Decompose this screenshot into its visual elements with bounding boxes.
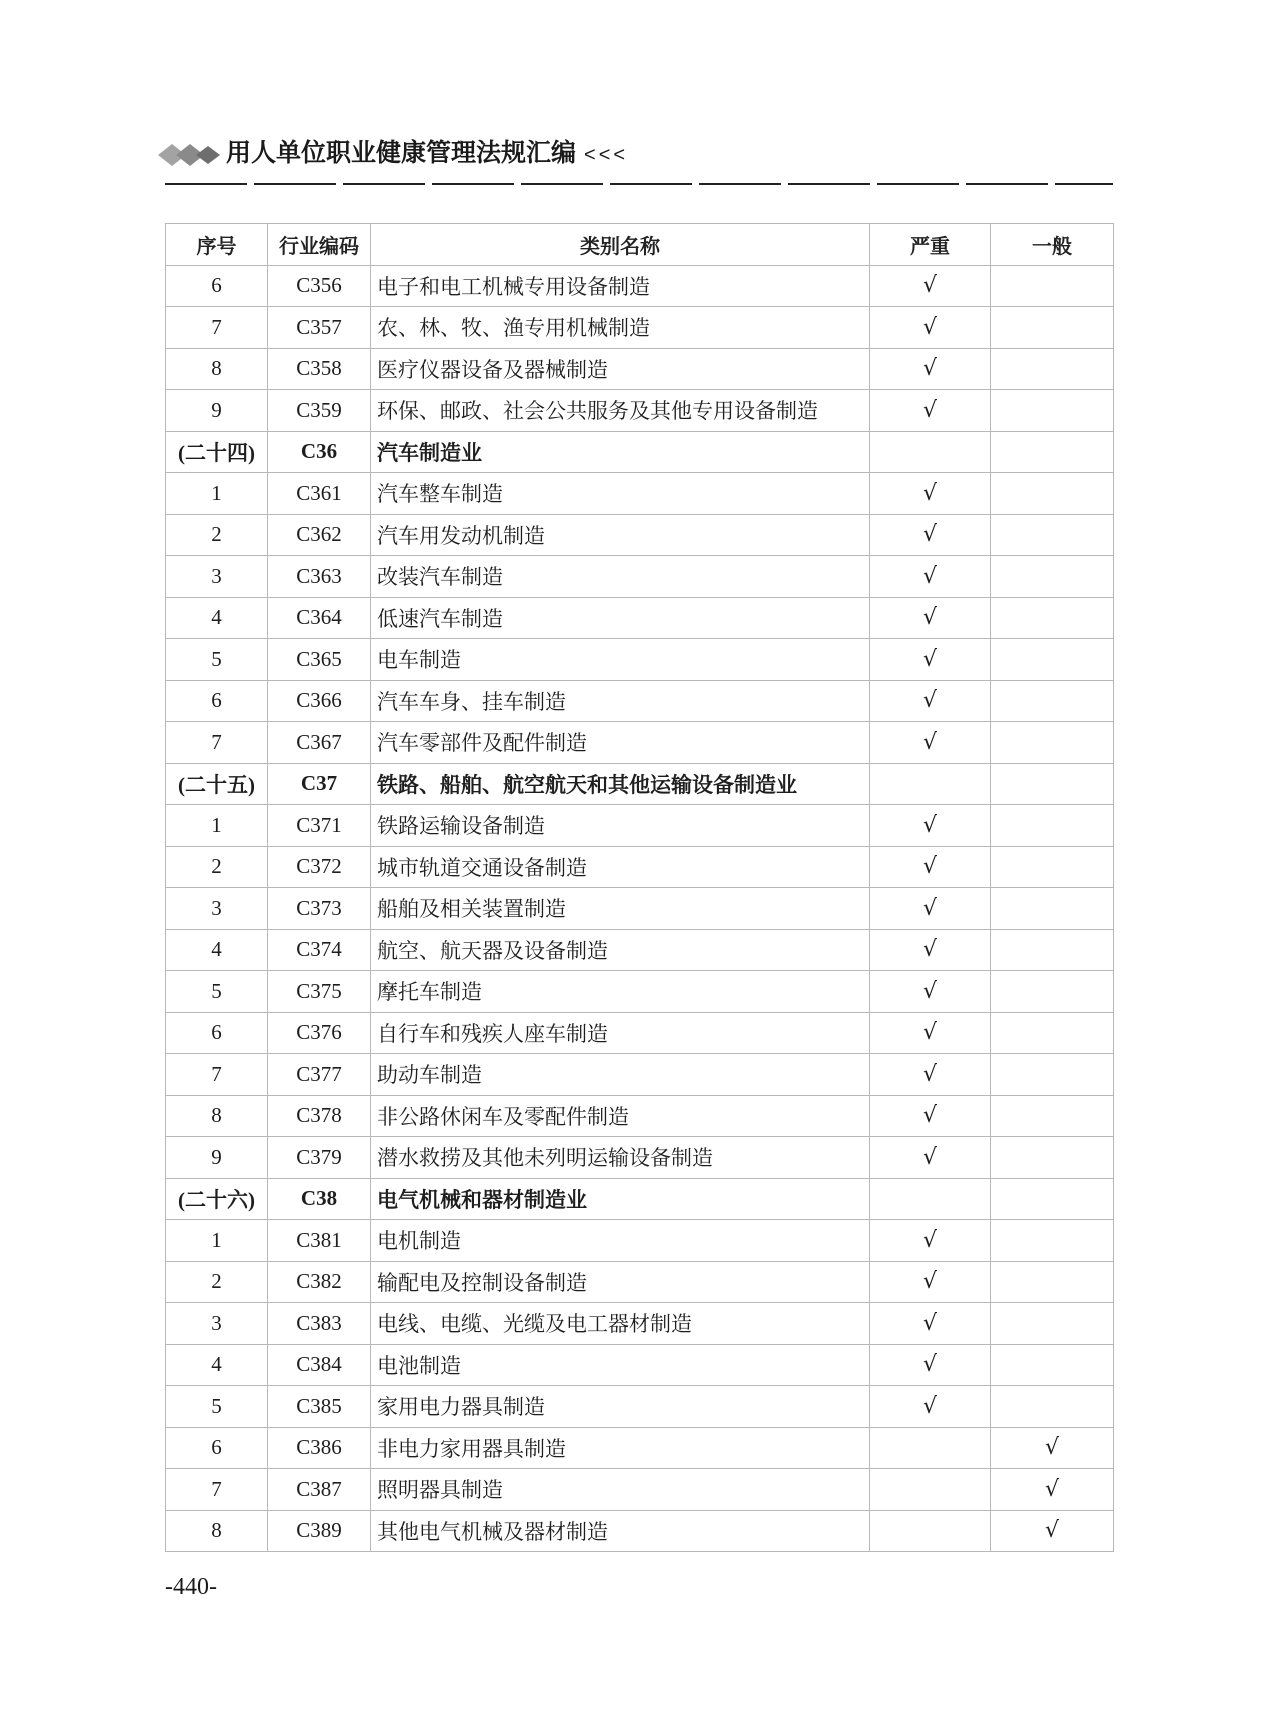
- code-cell: C36: [268, 431, 371, 473]
- table-row: [166, 1261, 1114, 1303]
- table-row: [166, 1220, 1114, 1262]
- severe-check-mark: [870, 1178, 991, 1220]
- name-cell: 汽车零部件及配件制造: [371, 722, 870, 764]
- column-header-severe: 严重: [870, 224, 991, 266]
- seq-cell: 6: [166, 265, 268, 307]
- name-cell: 电池制造: [371, 1344, 870, 1386]
- table-row: [166, 1303, 1114, 1345]
- name-cell: 照明器具制造: [371, 1469, 870, 1511]
- table-row: [166, 307, 1114, 349]
- severe-check-mark: √: [870, 307, 991, 349]
- general-check-mark: √: [991, 1510, 1114, 1552]
- general-check-mark: [991, 846, 1114, 888]
- name-cell: 城市轨道交通设备制造: [371, 846, 870, 888]
- table-row: [166, 846, 1114, 888]
- severe-check-mark: [870, 1469, 991, 1511]
- table-row: [166, 1012, 1114, 1054]
- general-check-mark: [991, 473, 1114, 515]
- name-cell: 汽车车身、挂车制造: [371, 680, 870, 722]
- table-row: [166, 888, 1114, 930]
- name-cell: 环保、邮政、社会公共服务及其他专用设备制造: [371, 390, 870, 432]
- code-cell: C374: [268, 929, 371, 971]
- code-cell: C382: [268, 1261, 371, 1303]
- code-cell: C362: [268, 514, 371, 556]
- name-cell: 潜水救捞及其他未列明运输设备制造: [371, 1137, 870, 1179]
- code-cell: C366: [268, 680, 371, 722]
- severe-check-mark: √: [870, 265, 991, 307]
- name-cell: 汽车制造业: [371, 431, 870, 473]
- name-cell: 农、林、牧、渔专用机械制造: [371, 307, 870, 349]
- name-cell: 医疗仪器设备及器械制造: [371, 348, 870, 390]
- table-row: [166, 473, 1114, 515]
- code-cell: C359: [268, 390, 371, 432]
- general-check-mark: [991, 1054, 1114, 1096]
- table-row: [166, 1386, 1114, 1428]
- severe-check-mark: √: [870, 597, 991, 639]
- seq-cell: (二十六): [166, 1178, 268, 1220]
- general-check-mark: [991, 1137, 1114, 1179]
- general-check-mark: [991, 1344, 1114, 1386]
- code-cell: C358: [268, 348, 371, 390]
- general-check-mark: [991, 597, 1114, 639]
- general-check-mark: [991, 556, 1114, 598]
- column-header-seq: 序号: [166, 224, 268, 266]
- general-check-mark: √: [991, 1427, 1114, 1469]
- header-divider: [165, 183, 1113, 185]
- seq-cell: 3: [166, 888, 268, 930]
- table-row: [166, 971, 1114, 1013]
- seq-cell: (二十五): [166, 763, 268, 805]
- name-cell: 电子和电工机械专用设备制造: [371, 265, 870, 307]
- severe-check-mark: √: [870, 473, 991, 515]
- name-cell: 电车制造: [371, 639, 870, 681]
- table-row: [166, 556, 1114, 598]
- seq-cell: 4: [166, 929, 268, 971]
- seq-cell: 5: [166, 1386, 268, 1428]
- code-cell: C381: [268, 1220, 371, 1262]
- severe-check-mark: √: [870, 1137, 991, 1179]
- seq-cell: 7: [166, 1469, 268, 1511]
- column-header-code: 行业编码: [268, 224, 371, 266]
- code-cell: C387: [268, 1469, 371, 1511]
- industry-category-table: [165, 223, 1114, 1552]
- general-check-mark: [991, 1386, 1114, 1428]
- general-check-mark: [991, 1220, 1114, 1262]
- seq-cell: 2: [166, 846, 268, 888]
- seq-cell: 2: [166, 514, 268, 556]
- name-cell: 输配电及控制设备制造: [371, 1261, 870, 1303]
- code-cell: C365: [268, 639, 371, 681]
- name-cell: 航空、航天器及设备制造: [371, 929, 870, 971]
- column-header-general: 一般: [991, 224, 1114, 266]
- general-check-mark: [991, 431, 1114, 473]
- name-cell: 电机制造: [371, 1220, 870, 1262]
- name-cell: 铁路、船舶、航空航天和其他运输设备制造业: [371, 763, 870, 805]
- code-cell: C37: [268, 763, 371, 805]
- severe-check-mark: √: [870, 348, 991, 390]
- name-cell: 非公路休闲车及零配件制造: [371, 1095, 870, 1137]
- code-cell: C371: [268, 805, 371, 847]
- code-cell: C364: [268, 597, 371, 639]
- seq-cell: 7: [166, 1054, 268, 1096]
- severe-check-mark: √: [870, 971, 991, 1013]
- code-cell: C386: [268, 1427, 371, 1469]
- category-row: [166, 763, 1114, 805]
- severe-check-mark: [870, 1510, 991, 1552]
- severe-check-mark: [870, 431, 991, 473]
- general-check-mark: [991, 348, 1114, 390]
- general-check-mark: [991, 929, 1114, 971]
- table-row: [166, 1344, 1114, 1386]
- table-row: [166, 265, 1114, 307]
- seq-cell: 5: [166, 639, 268, 681]
- table-row: [166, 929, 1114, 971]
- code-cell: C379: [268, 1137, 371, 1179]
- seq-cell: 4: [166, 1344, 268, 1386]
- severe-check-mark: √: [870, 929, 991, 971]
- seq-cell: (二十四): [166, 431, 268, 473]
- seq-cell: 6: [166, 1012, 268, 1054]
- general-check-mark: [991, 307, 1114, 349]
- severe-check-mark: √: [870, 639, 991, 681]
- general-check-mark: [991, 971, 1114, 1013]
- seq-cell: 1: [166, 805, 268, 847]
- severe-check-mark: √: [870, 390, 991, 432]
- table-row: [166, 1510, 1114, 1552]
- code-cell: C378: [268, 1095, 371, 1137]
- seq-cell: 7: [166, 307, 268, 349]
- code-cell: C38: [268, 1178, 371, 1220]
- general-check-mark: [991, 1303, 1114, 1345]
- code-cell: C356: [268, 265, 371, 307]
- name-cell: 低速汽车制造: [371, 597, 870, 639]
- severe-check-mark: √: [870, 1303, 991, 1345]
- code-cell: C383: [268, 1303, 371, 1345]
- code-cell: C361: [268, 473, 371, 515]
- code-cell: C367: [268, 722, 371, 764]
- name-cell: 汽车整车制造: [371, 473, 870, 515]
- severe-check-mark: √: [870, 722, 991, 764]
- general-check-mark: [991, 763, 1114, 805]
- general-check-mark: [991, 265, 1114, 307]
- seq-cell: 6: [166, 1427, 268, 1469]
- name-cell: 摩托车制造: [371, 971, 870, 1013]
- table-row: [166, 805, 1114, 847]
- name-cell: 自行车和残疾人座车制造: [371, 1012, 870, 1054]
- code-cell: C357: [268, 307, 371, 349]
- table-header-row: [166, 224, 1114, 266]
- code-cell: C389: [268, 1510, 371, 1552]
- page-number: -440-: [165, 1574, 217, 1600]
- general-check-mark: [991, 639, 1114, 681]
- seq-cell: 8: [166, 1095, 268, 1137]
- seq-cell: 8: [166, 1510, 268, 1552]
- table-row: [166, 597, 1114, 639]
- severe-check-mark: √: [870, 1261, 991, 1303]
- name-cell: 电气机械和器材制造业: [371, 1178, 870, 1220]
- name-cell: 家用电力器具制造: [371, 1386, 870, 1428]
- general-check-mark: [991, 1261, 1114, 1303]
- severe-check-mark: √: [870, 680, 991, 722]
- name-cell: 电线、电缆、光缆及电工器材制造: [371, 1303, 870, 1345]
- table-row: [166, 1054, 1114, 1096]
- book-title: [226, 138, 628, 171]
- general-check-mark: [991, 1095, 1114, 1137]
- table-body: [166, 265, 1114, 1552]
- code-cell: C377: [268, 1054, 371, 1096]
- seq-cell: 1: [166, 1220, 268, 1262]
- seq-cell: 4: [166, 597, 268, 639]
- general-check-mark: √: [991, 1469, 1114, 1511]
- table-row: [166, 514, 1114, 556]
- code-cell: C373: [268, 888, 371, 930]
- seq-cell: 7: [166, 722, 268, 764]
- name-cell: 铁路运输设备制造: [371, 805, 870, 847]
- seq-cell: 9: [166, 1137, 268, 1179]
- table-row: [166, 1427, 1114, 1469]
- book-title-text: 用人单位职业健康管理法规汇编: [226, 140, 577, 167]
- table-row: [166, 722, 1114, 764]
- seq-cell: 8: [166, 348, 268, 390]
- severe-check-mark: √: [870, 1012, 991, 1054]
- seq-cell: 3: [166, 556, 268, 598]
- name-cell: 改装汽车制造: [371, 556, 870, 598]
- severe-check-mark: √: [870, 1386, 991, 1428]
- column-header-name: 类别名称: [371, 224, 870, 266]
- severe-check-mark: √: [870, 1095, 991, 1137]
- code-cell: C372: [268, 846, 371, 888]
- name-cell: 助动车制造: [371, 1054, 870, 1096]
- double-diamond-icon: [158, 143, 222, 167]
- table-row: [166, 639, 1114, 681]
- table-row: [166, 1095, 1114, 1137]
- code-cell: C363: [268, 556, 371, 598]
- severe-check-mark: √: [870, 556, 991, 598]
- table-row: [166, 680, 1114, 722]
- name-cell: 汽车用发动机制造: [371, 514, 870, 556]
- seq-cell: 1: [166, 473, 268, 515]
- general-check-mark: [991, 805, 1114, 847]
- seq-cell: 2: [166, 1261, 268, 1303]
- seq-cell: 6: [166, 680, 268, 722]
- general-check-mark: [991, 888, 1114, 930]
- severe-check-mark: √: [870, 1344, 991, 1386]
- severe-check-mark: √: [870, 846, 991, 888]
- seq-cell: 9: [166, 390, 268, 432]
- name-cell: 非电力家用器具制造: [371, 1427, 870, 1469]
- table-row: [166, 1469, 1114, 1511]
- header-suffix: <<<: [584, 144, 629, 166]
- code-cell: C375: [268, 971, 371, 1013]
- seq-cell: 5: [166, 971, 268, 1013]
- table-row: [166, 390, 1114, 432]
- severe-check-mark: √: [870, 514, 991, 556]
- category-row: [166, 1178, 1114, 1220]
- severe-check-mark: √: [870, 1220, 991, 1262]
- name-cell: 其他电气机械及器材制造: [371, 1510, 870, 1552]
- severe-check-mark: √: [870, 888, 991, 930]
- severe-check-mark: √: [870, 1054, 991, 1096]
- code-cell: C385: [268, 1386, 371, 1428]
- general-check-mark: [991, 680, 1114, 722]
- name-cell: 船舶及相关装置制造: [371, 888, 870, 930]
- severe-check-mark: [870, 763, 991, 805]
- severe-check-mark: [870, 1427, 991, 1469]
- code-cell: C384: [268, 1344, 371, 1386]
- severe-check-mark: √: [870, 805, 991, 847]
- code-cell: C376: [268, 1012, 371, 1054]
- general-check-mark: [991, 390, 1114, 432]
- seq-cell: 3: [166, 1303, 268, 1345]
- table-row: [166, 1137, 1114, 1179]
- general-check-mark: [991, 722, 1114, 764]
- general-check-mark: [991, 1012, 1114, 1054]
- general-check-mark: [991, 1178, 1114, 1220]
- table-row: [166, 348, 1114, 390]
- general-check-mark: [991, 514, 1114, 556]
- category-row: [166, 431, 1114, 473]
